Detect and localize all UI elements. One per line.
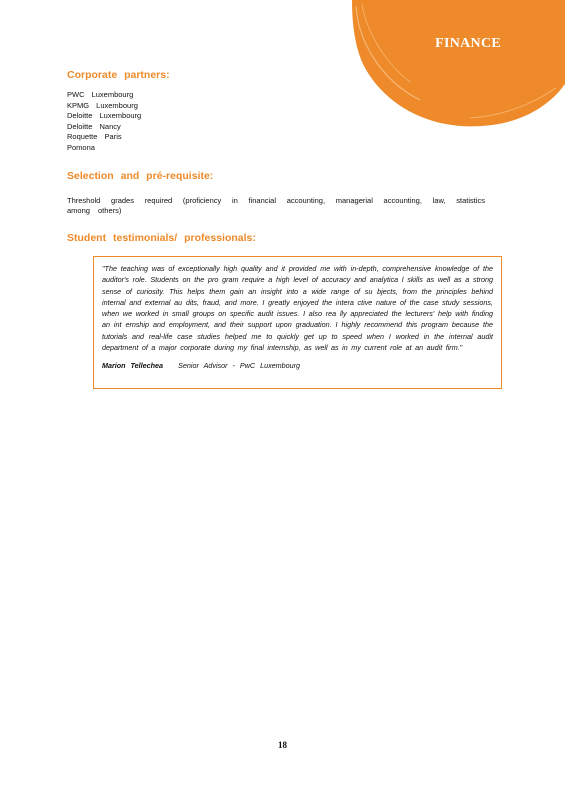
list-item: Deloitte Luxembourg xyxy=(67,111,142,120)
testimonial-attribution xyxy=(102,361,493,370)
page-number: 18 xyxy=(278,740,287,750)
selection-heading: Selection and pré-requisite: xyxy=(67,170,214,182)
list-item: KPMG Luxembourg xyxy=(67,100,138,110)
list-item: Deloitte Nancy xyxy=(67,121,121,131)
testimonials-heading: Student testimonials/ professionals: xyxy=(67,232,256,244)
testimonial-quote: "The teaching was of exceptionally high quality and it provided me with in-depth, comprehensive knowledge of the auditor's role. Students on the pro gram require a high level of accuracy and analytica l skills as well as a strong sense of curiosity. This helps them gain an insight into a wide range of su bjects, from the principles behind internal and external au dits, fraud, and more. I greatly enjoyed the intera ctive nature of the case study sessions, when we worked in small groups on specific audit issues. I also rea lly appreciated the lecturers' help with finding an int ernship and employment, and their support upon graduation. I highly recommend this program because the tutorials and real-life case studies helped me to quickly get up to speed when I worked in the internal audit department of a major corporate during my final internship, as well as in my current role at an audit firm." xyxy=(102,264,493,353)
testimonial-author: Marion Tellechea xyxy=(102,361,164,371)
list-item: PWC Luxembourg xyxy=(67,90,134,99)
selection-text: Threshold grades required (proficiency in financial accounting, managerial accounting, law, statistics among others) xyxy=(67,196,485,215)
list-item: Pomona xyxy=(67,142,95,152)
partners-list xyxy=(67,90,141,153)
testimonial-box xyxy=(93,256,502,389)
list-item: Roquette Paris xyxy=(67,132,122,141)
section-label: FINANCE xyxy=(435,36,501,51)
partners-heading: Corporate partners: xyxy=(67,69,170,81)
testimonial-role: Senior Advisor - PwC Luxembourg xyxy=(178,361,301,371)
